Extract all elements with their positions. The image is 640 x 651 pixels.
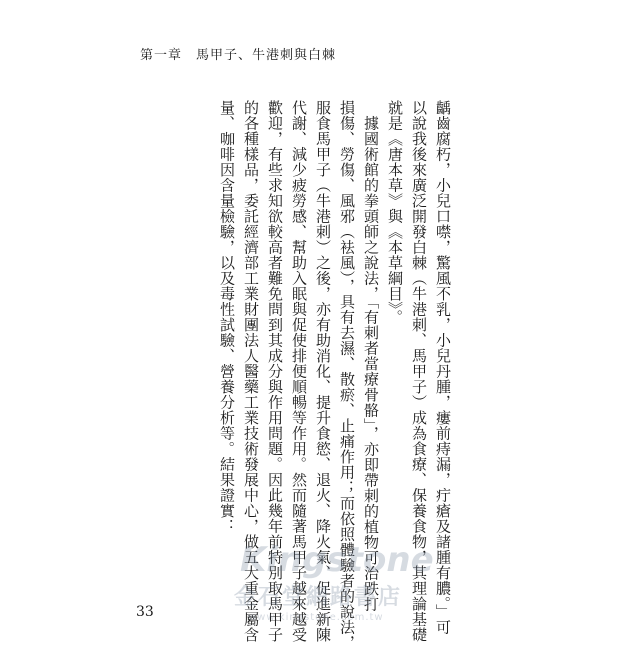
text-column-6: 服食馬甲子（牛港刺）之後，亦有助消化、提升食慾、退火、降火氣、促進新陳 [314, 100, 332, 643]
text-column-10: 量、咖啡因含量檢驗，以及毒性試驗、營養分析等。結果證實： [218, 100, 236, 534]
text-column-8: 歡迎，有些求知欲較高者難免問到其成分與作用問題。因此幾年前特別取馬甲子 [266, 100, 284, 643]
watermark-brand-en: Kingstone [240, 540, 434, 580]
text-column-4: 據國術館的拳頭師之說法，「有刺者當療骨骼」，亦即帶刺的植物可治跌打 [362, 100, 380, 612]
text-column-9: 的各種樣品，委託經濟部工業財團法人醫藥工業技術發展中心，做五大重金屬含 [242, 100, 260, 643]
watermark-url: www.kingstone.com.tw [248, 612, 384, 623]
text-column-1: 齲齒腐朽，小兒口噤，驚風不乳，小兒丹腫，瘻前痔漏，疔瘡及諸腫有膿。」可 [434, 100, 452, 635]
page-number: 33 [136, 604, 154, 620]
text-column-2: 以說我後來廣泛開發白棘（牛港刺、馬甲子）成為食療、保養食物，其理論基礎 [410, 100, 428, 643]
chapter-title: 第一章 馬甲子、牛港刺與白棘 [140, 48, 337, 63]
text-column-3: 就是《唐本草》與《本草綱目》。 [386, 100, 404, 325]
text-column-7: 代謝、減少疲勞感、幫助入眠與促使排便順暢等作用。然而隨著馬甲子越來越受 [290, 100, 308, 643]
text-column-5: 損傷、勞傷、風邪（袪風），具有去濕、散瘀、止痛作用；而依照體驗者的說法， [338, 100, 356, 651]
watermark-brand-zh: 金石堂網路書店 [234, 584, 403, 610]
